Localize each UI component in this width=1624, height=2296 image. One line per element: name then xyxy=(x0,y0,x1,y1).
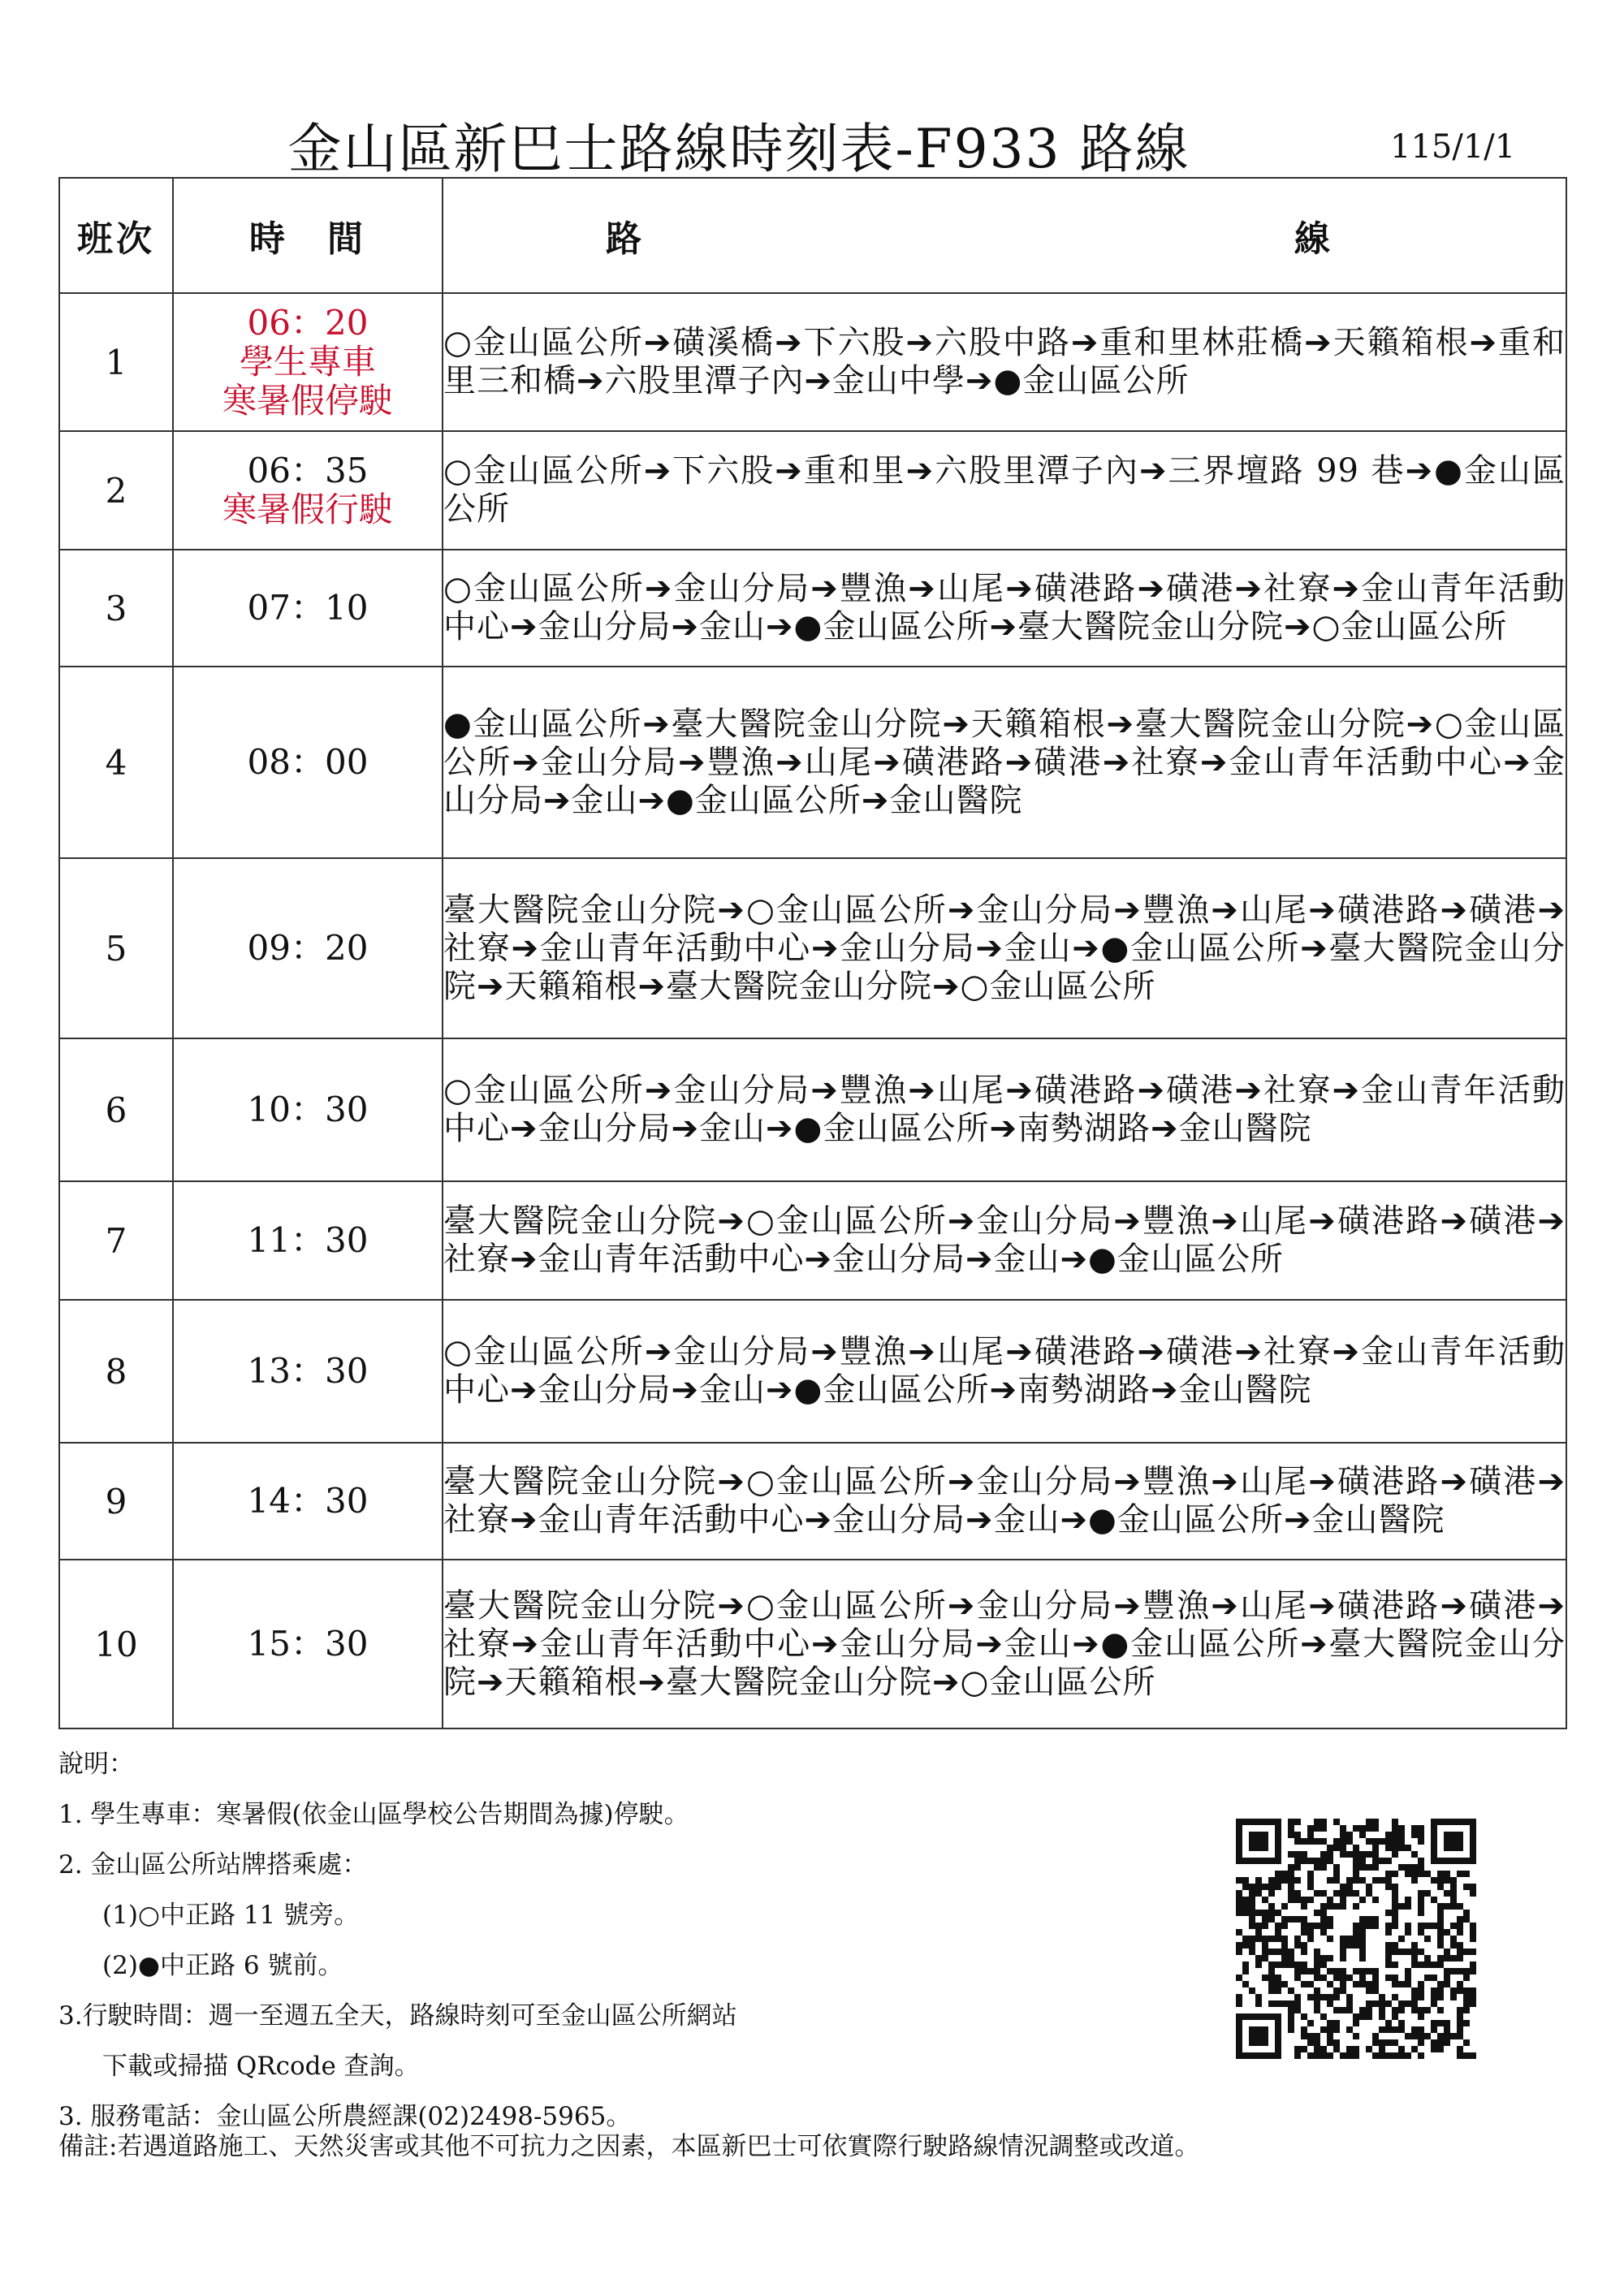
remark: 備註:若遇道路施工、天然災害或其他不可抗力之因素，本區新巴士可依實際行駛路線情況調整或改道。 xyxy=(58,2132,1200,2161)
row-route: ○金山區公所➔金山分局➔豐漁➔山尾➔磺港路➔磺港➔社寮➔金山青年活動中心➔金山分局➔金山➔●金山區公所➔南勢湖路➔金山醫院 xyxy=(443,1038,1566,1181)
note-item: 2. 金山區公所站牌搭乘處： xyxy=(58,1850,368,1880)
row-no: 2 xyxy=(59,431,173,550)
notes-section xyxy=(58,1739,1236,2142)
row-route: 臺大醫院金山分院➔○金山區公所➔金山分局➔豐漁➔山尾➔磺港路➔磺港➔社寮➔金山青年活動中心➔金山分局➔金山➔●金山區公所➔金山醫院 xyxy=(443,1443,1566,1560)
row-time: 06：35 寒暑假行駛 xyxy=(173,431,443,550)
table-row xyxy=(59,1443,1566,1560)
table-row xyxy=(59,1560,1566,1728)
row-time: 15：30 xyxy=(173,1560,443,1728)
notes-heading: 說明： xyxy=(58,1750,134,1779)
row-time: 13：30 xyxy=(173,1300,443,1443)
note-item: 1. 學生專車：寒暑假(依金山區學校公告期間為據)停駛。 xyxy=(58,1800,689,1829)
row-no: 6 xyxy=(59,1038,173,1181)
table-row xyxy=(59,667,1566,858)
row-time: 08：00 xyxy=(173,667,443,858)
schedule-table xyxy=(58,177,1567,1729)
row-time: 09：20 xyxy=(173,858,443,1038)
note-subitem: (1)○中正路 11 號旁。 xyxy=(102,1901,360,1930)
table-row xyxy=(59,1300,1566,1443)
row-time: 11：30 xyxy=(173,1181,443,1300)
table-row xyxy=(59,1181,1566,1300)
table-header-row xyxy=(59,178,1566,293)
row-route: ○金山區公所➔磺溪橋➔下六股➔六股中路➔重和里林莊橋➔天籟箱根➔重和里三和橋➔六股里潭子內➔金山中學➔●金山區公所 xyxy=(443,293,1566,431)
header-route: 路 線 xyxy=(443,178,1566,293)
row-route: 臺大醫院金山分院➔○金山區公所➔金山分局➔豐漁➔山尾➔磺港路➔磺港➔社寮➔金山青年活動中心➔金山分局➔金山➔●金山區公所 xyxy=(443,1181,1566,1300)
dinosaur-icon xyxy=(1333,1910,1385,1968)
row-route: 臺大醫院金山分院➔○金山區公所➔金山分局➔豐漁➔山尾➔磺港路➔磺港➔社寮➔金山青年活動中心➔金山分局➔金山➔●金山區公所➔臺大醫院金山分院➔天籟箱根➔臺大醫院金山分院➔○金山區公所 xyxy=(443,1560,1566,1728)
row-no: 9 xyxy=(59,1443,173,1560)
header-no: 班次 xyxy=(59,178,173,293)
table-row xyxy=(59,550,1566,667)
note-item: 3.行駛時間：週一至週五全天，路線時刻可至金山區公所網站 xyxy=(58,2001,737,2031)
row-route: 臺大醫院金山分院➔○金山區公所➔金山分局➔豐漁➔山尾➔磺港路➔磺港➔社寮➔金山青年活動中心➔金山分局➔金山➔●金山區公所➔臺大醫院金山分院➔天籟箱根➔臺大醫院金山分院➔○金山區公所 xyxy=(443,858,1566,1038)
row-route: ○金山區公所➔下六股➔重和里➔六股里潭子內➔三界壇路 99 巷➔●金山區公所 xyxy=(443,431,1566,550)
row-no: 1 xyxy=(59,293,173,431)
table-row xyxy=(59,858,1566,1038)
row-time: 06：20 學生專車 寒暑假停駛 xyxy=(173,293,443,431)
row-no: 5 xyxy=(59,858,173,1038)
note-subitem: (2)●中正路 6 號前。 xyxy=(102,1951,343,1980)
row-no: 8 xyxy=(59,1300,173,1443)
row-time: 14：30 xyxy=(173,1443,443,1560)
table-row xyxy=(59,1038,1566,1181)
header-time: 時 間 xyxy=(173,178,443,293)
row-route: ○金山區公所➔金山分局➔豐漁➔山尾➔磺港路➔磺港➔社寮➔金山青年活動中心➔金山分局➔金山➔●金山區公所➔南勢湖路➔金山醫院 xyxy=(443,1300,1566,1443)
table-row xyxy=(59,293,1566,431)
page-title: 金山區新巴士路線時刻表-F933 路線 xyxy=(287,118,1190,180)
note-item-continued: 下載或掃描 QRcode 查詢。 xyxy=(102,2052,420,2081)
issue-date: 115/1/1 xyxy=(1390,128,1516,166)
row-route: ●金山區公所➔臺大醫院金山分院➔天籟箱根➔臺大醫院金山分院➔○金山區公所➔金山分局➔豐漁➔山尾➔磺港路➔磺港➔社寮➔金山青年活動中心➔金山分局➔金山➔●金山區公所➔金山醫院 xyxy=(443,667,1566,858)
row-no: 7 xyxy=(59,1181,173,1300)
row-time: 10：30 xyxy=(173,1038,443,1181)
row-route: ○金山區公所➔金山分局➔豐漁➔山尾➔磺港路➔磺港➔社寮➔金山青年活動中心➔金山分局➔金山➔●金山區公所➔臺大醫院金山分院➔○金山區公所 xyxy=(443,550,1566,667)
row-no: 10 xyxy=(59,1560,173,1728)
row-no: 4 xyxy=(59,667,173,858)
table-row xyxy=(59,431,1566,550)
row-no: 3 xyxy=(59,550,173,667)
qr-code-icon[interactable] xyxy=(1236,1819,1476,2059)
row-time: 07：10 xyxy=(173,550,443,667)
note-item: 3. 服務電話：金山區公所農經課(02)2498-5965。 xyxy=(58,2102,632,2131)
